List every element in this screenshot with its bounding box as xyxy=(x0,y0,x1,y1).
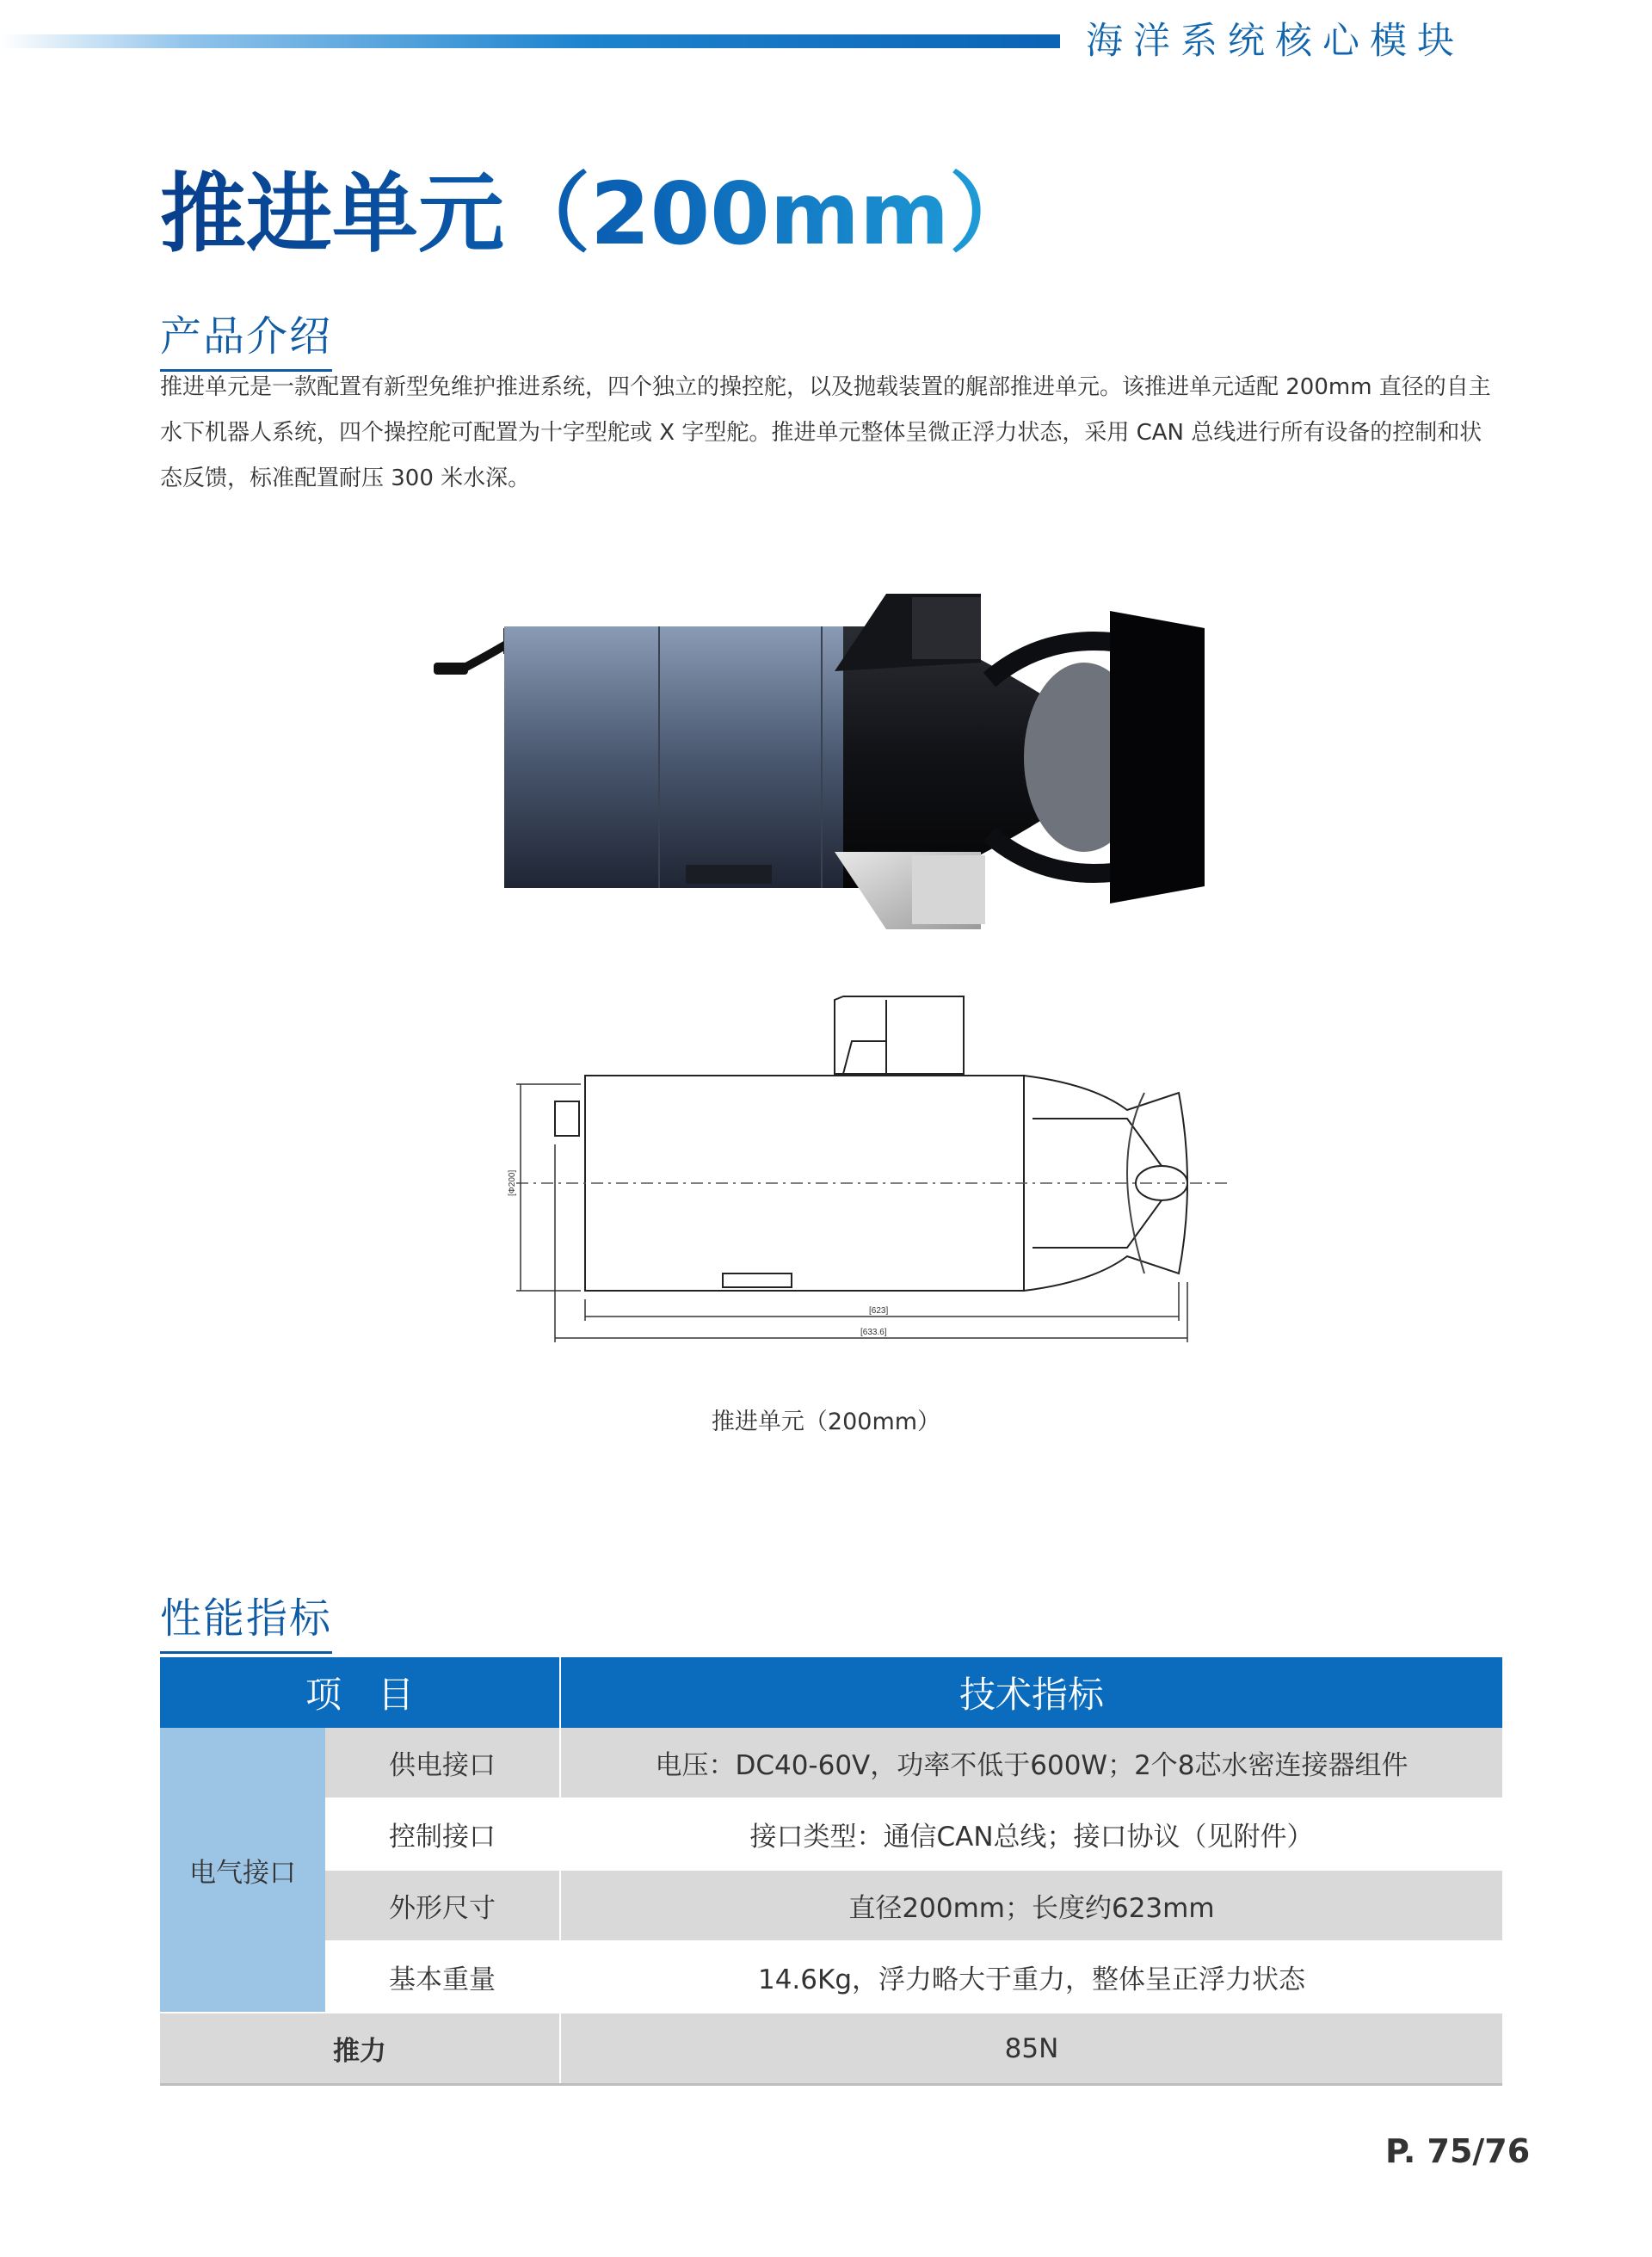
row-value: 直径200mm；长度约623mm xyxy=(560,1870,1502,1941)
table-row xyxy=(160,1941,1502,2013)
table-row xyxy=(160,1728,1502,1798)
header-gradient-bar xyxy=(0,34,1060,48)
product-render xyxy=(430,577,1273,947)
table-row xyxy=(160,2013,1502,2085)
dimension-total-length: [633.6] xyxy=(860,1328,887,1337)
row-value: 接口类型：通信CAN总线；接口协议（见附件） xyxy=(560,1798,1502,1870)
figure-caption: 推进单元（200mm） xyxy=(711,1409,941,1435)
row-value-thrust: 85N xyxy=(560,2013,1502,2085)
row-item-thrust: 推力 xyxy=(160,2013,560,2085)
dimension-length: [623] xyxy=(869,1306,889,1316)
group-electrical: 电气接口 xyxy=(160,1728,325,2013)
spec-table xyxy=(160,1657,1502,2086)
section-title-intro: 产品介绍 xyxy=(160,303,332,372)
page-number: P. 75/76 xyxy=(1385,2132,1531,2170)
row-item: 控制接口 xyxy=(325,1798,560,1870)
row-item: 基本重量 xyxy=(325,1941,560,2013)
row-item: 供电接口 xyxy=(325,1728,560,1798)
propeller-duct xyxy=(1110,611,1205,903)
section-title-spec: 性能指标 xyxy=(160,1585,332,1654)
page-title: 推进单元（200mm） xyxy=(160,145,1035,268)
header-title: 海洋系统核心模块 xyxy=(1086,20,1464,63)
main-hull xyxy=(504,626,866,888)
row-item: 外形尺寸 xyxy=(325,1870,560,1941)
dimension-diameter: [Φ200] xyxy=(508,1169,517,1196)
header-item: 项 目 xyxy=(160,1657,560,1728)
row-value: 14.6Kg，浮力略大于重力，整体呈正浮力状态 xyxy=(560,1941,1502,2013)
table-header-row xyxy=(160,1657,1502,1728)
row-value: 电压：DC40-60V，功率不低于600W；2个8芯水密连接器组件 xyxy=(560,1728,1502,1798)
table-row xyxy=(160,1798,1502,1870)
technical-drawing xyxy=(508,990,1248,1351)
lower-fin xyxy=(835,852,985,929)
table-row xyxy=(160,1870,1502,1941)
header-spec: 技术指标 xyxy=(560,1657,1502,1728)
intro-paragraph: 推进单元是一款配置有新型免维护推进系统，四个独立的操控舵，以及抛载装置的艉部推进单元。该推进单元适配 200mm 直径的自主水下机器人系统，四个操控舵可配置为十字型舵或 X 字型舵。推进单元整体呈微正浮力状态，采用 CAN 总线进行所有设备的控制和状态反馈，标准配置耐压 300 米水深。 xyxy=(160,374,1491,491)
